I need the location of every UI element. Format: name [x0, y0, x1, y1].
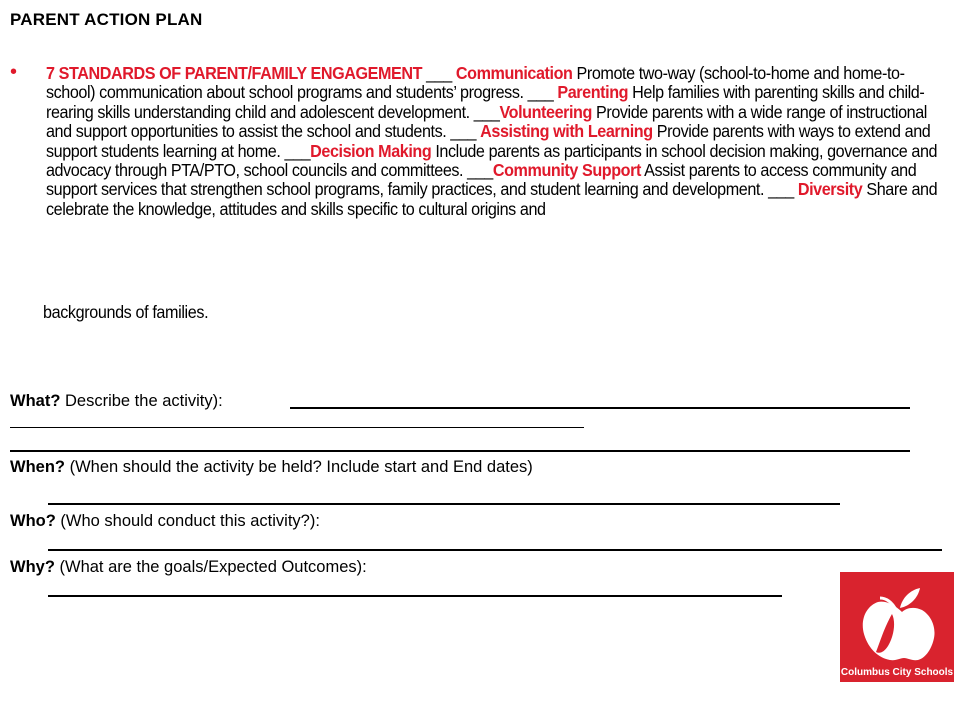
who-question: [10, 512, 320, 531]
standard-volunteering-text: Provide parents with a wide range of instructional and support opportunities to assist the school and students.: [46, 101, 927, 142]
standard-diversity-text: Share and celebrate the knowledge, attitudes and skills specific to cultural origins and: [46, 179, 938, 219]
what-answer-line-3[interactable]: [10, 450, 910, 452]
standard-volunteering: Volunteering: [499, 101, 592, 122]
standard-communication-text: Promote two-way (school-to-home and home-to-school) communication about school programs and students’ progress.: [46, 63, 905, 103]
who-label: Who?: [10, 512, 56, 530]
standard-community-support-text: Assist parents to access community and support services that strengthen school programs, family practices, and student learning and development.: [46, 160, 917, 200]
standard-blank: ___: [473, 101, 500, 122]
what-label: What?: [10, 392, 61, 410]
page-title: PARENT ACTION PLAN: [10, 10, 203, 29]
standards-paragraph: [46, 64, 948, 219]
when-question: [10, 458, 533, 477]
standard-parenting-text: Help families with parenting skills and child-rearing skills understanding child and adolescent development.: [46, 82, 925, 122]
standard-diversity: Diversity: [797, 179, 863, 200]
bullet-icon: •: [10, 61, 18, 83]
standard-assisting-learning-text: Provide parents with ways to extend and support students learning at home.: [46, 121, 931, 161]
who-text: (Who should conduct this activity?):: [55, 512, 320, 530]
what-text: Describe the activity):: [60, 392, 223, 410]
why-label: Why?: [10, 558, 55, 576]
standard-blank: ___: [450, 121, 481, 142]
standard-parenting: Parenting: [557, 82, 629, 103]
standard-blank: ___: [768, 179, 798, 200]
standard-blank: ___: [284, 140, 311, 161]
columbus-city-schools-logo: [840, 572, 954, 682]
what-answer-line-1[interactable]: [290, 407, 910, 409]
standard-community-support: Community Support: [492, 160, 641, 181]
what-answer-line-2[interactable]: [10, 427, 584, 428]
why-text: (What are the goals/Expected Outcomes):: [54, 558, 367, 576]
what-question: [10, 392, 223, 411]
when-text: (When should the activity be held? Include start and End dates): [65, 458, 533, 476]
standard-decision-making: Decision Making: [310, 140, 432, 161]
apple-icon: [840, 572, 954, 682]
logo-text: Columbus City Schools: [840, 667, 954, 678]
why-answer-line[interactable]: [48, 595, 782, 597]
standard-communication: Communication: [455, 63, 573, 83]
standard-blank: ___: [426, 63, 456, 83]
standards-heading: 7 STANDARDS OF PARENT/FAMILY ENGAGEMENT: [46, 63, 423, 83]
standard-blank: ___: [467, 160, 493, 181]
who-answer-line[interactable]: [48, 549, 942, 551]
standards-last-line: backgrounds of families.: [43, 302, 209, 322]
when-label: When?: [10, 458, 65, 476]
why-question: [10, 558, 367, 577]
standard-assisting-learning: Assisting with Learning: [480, 121, 653, 142]
standard-blank: ___: [527, 82, 558, 103]
when-answer-line[interactable]: [48, 503, 840, 505]
standard-decision-making-text: Include parents as participants in school decision making, governance and advocacy through PTA/PTO, school councils and committees.: [46, 140, 938, 181]
